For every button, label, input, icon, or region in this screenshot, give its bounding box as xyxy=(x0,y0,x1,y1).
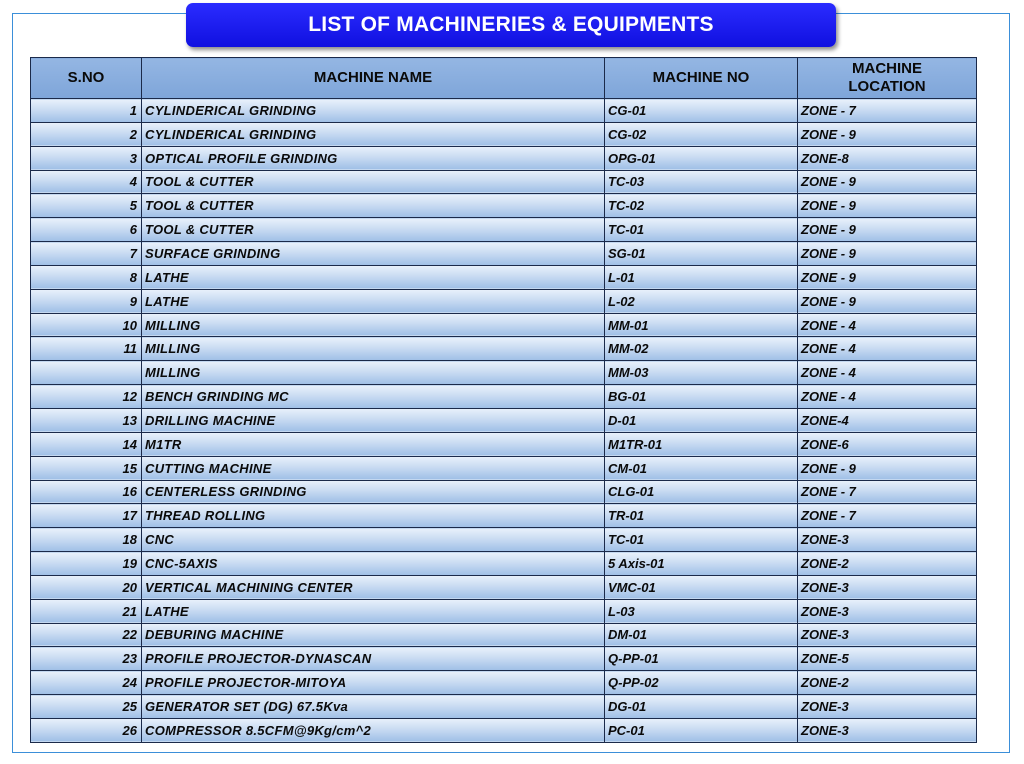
cell-sno: 8 xyxy=(31,265,142,289)
cell-machine-no: CM-01 xyxy=(605,456,798,480)
table-row xyxy=(31,504,977,528)
cell-machine-no: DM-01 xyxy=(605,623,798,647)
cell-machine-location: ZONE-5 xyxy=(798,647,977,671)
cell-sno: 13 xyxy=(31,408,142,432)
cell-machine-name: TOOL & CUTTER xyxy=(142,194,605,218)
cell-machine-name: VERTICAL MACHINING CENTER xyxy=(142,575,605,599)
cell-machine-no: BG-01 xyxy=(605,385,798,409)
table-row xyxy=(31,647,977,671)
header-sno: S.NO xyxy=(31,58,142,99)
cell-machine-location: ZONE - 4 xyxy=(798,361,977,385)
cell-machine-location: ZONE - 4 xyxy=(798,337,977,361)
cell-machine-location: ZONE - 9 xyxy=(798,170,977,194)
cell-machine-name: GENERATOR SET (DG) 67.5Kva xyxy=(142,695,605,719)
table-row xyxy=(31,456,977,480)
cell-machine-location: ZONE - 9 xyxy=(798,218,977,242)
cell-sno: 22 xyxy=(31,623,142,647)
cell-machine-name: MILLING xyxy=(142,337,605,361)
cell-machine-name: THREAD ROLLING xyxy=(142,504,605,528)
cell-sno: 1 xyxy=(31,99,142,123)
cell-sno: 20 xyxy=(31,575,142,599)
cell-sno: 15 xyxy=(31,456,142,480)
cell-machine-no: TC-02 xyxy=(605,194,798,218)
cell-machine-location: ZONE-6 xyxy=(798,432,977,456)
cell-sno: 23 xyxy=(31,647,142,671)
cell-machine-location: ZONE-3 xyxy=(798,599,977,623)
cell-machine-location: ZONE-3 xyxy=(798,718,977,742)
cell-machine-no: M1TR-01 xyxy=(605,432,798,456)
header-machine-no: MACHINE NO xyxy=(605,58,798,99)
cell-machine-name: CENTERLESS GRINDING xyxy=(142,480,605,504)
cell-machine-no: DG-01 xyxy=(605,695,798,719)
cell-machine-location: ZONE-3 xyxy=(798,695,977,719)
cell-sno: 25 xyxy=(31,695,142,719)
table-row xyxy=(31,552,977,576)
machinery-table xyxy=(30,57,977,743)
cell-machine-name: OPTICAL PROFILE GRINDING xyxy=(142,146,605,170)
cell-machine-name: TOOL & CUTTER xyxy=(142,218,605,242)
cell-machine-name: SURFACE GRINDING xyxy=(142,242,605,266)
cell-sno: 14 xyxy=(31,432,142,456)
cell-machine-no: CG-02 xyxy=(605,122,798,146)
cell-machine-name: M1TR xyxy=(142,432,605,456)
table-row xyxy=(31,361,977,385)
cell-machine-no: Q-PP-02 xyxy=(605,671,798,695)
table-row xyxy=(31,408,977,432)
header-machine-location xyxy=(798,58,977,99)
cell-sno: 17 xyxy=(31,504,142,528)
cell-machine-location: ZONE-3 xyxy=(798,623,977,647)
table-row xyxy=(31,218,977,242)
cell-machine-no: 5 Axis-01 xyxy=(605,552,798,576)
header-row xyxy=(31,58,977,99)
cell-machine-location: ZONE-2 xyxy=(798,671,977,695)
table-row xyxy=(31,146,977,170)
cell-machine-name: LATHE xyxy=(142,289,605,313)
cell-machine-name: CUTTING MACHINE xyxy=(142,456,605,480)
cell-machine-no: TR-01 xyxy=(605,504,798,528)
table-row xyxy=(31,99,977,123)
table-row xyxy=(31,695,977,719)
cell-sno: 12 xyxy=(31,385,142,409)
cell-machine-location: ZONE - 7 xyxy=(798,504,977,528)
cell-sno: 24 xyxy=(31,671,142,695)
cell-machine-no: TC-01 xyxy=(605,218,798,242)
cell-sno xyxy=(31,361,142,385)
cell-machine-name: CYLINDERICAL GRINDING xyxy=(142,122,605,146)
table-row xyxy=(31,432,977,456)
cell-machine-location: ZONE-3 xyxy=(798,528,977,552)
table-row xyxy=(31,242,977,266)
cell-sno: 16 xyxy=(31,480,142,504)
cell-machine-name: DRILLING MACHINE xyxy=(142,408,605,432)
cell-sno: 26 xyxy=(31,718,142,742)
cell-machine-location: ZONE - 9 xyxy=(798,194,977,218)
table-row xyxy=(31,480,977,504)
cell-machine-no: Q-PP-01 xyxy=(605,647,798,671)
cell-machine-location: ZONE - 9 xyxy=(798,265,977,289)
cell-machine-name: BENCH GRINDING MC xyxy=(142,385,605,409)
cell-sno: 7 xyxy=(31,242,142,266)
cell-sno: 10 xyxy=(31,313,142,337)
cell-sno: 11 xyxy=(31,337,142,361)
table-row xyxy=(31,170,977,194)
table-row xyxy=(31,289,977,313)
cell-sno: 9 xyxy=(31,289,142,313)
cell-machine-name: CYLINDERICAL GRINDING xyxy=(142,99,605,123)
table-row xyxy=(31,599,977,623)
cell-sno: 18 xyxy=(31,528,142,552)
cell-sno: 21 xyxy=(31,599,142,623)
cell-machine-location: ZONE - 9 xyxy=(798,122,977,146)
page-title-text: LIST OF MACHINERIES & EQUIPMENTS xyxy=(308,13,714,36)
table-row xyxy=(31,623,977,647)
cell-machine-name: MILLING xyxy=(142,361,605,385)
table-row xyxy=(31,313,977,337)
cell-machine-location: ZONE - 7 xyxy=(798,480,977,504)
header-machine-name: MACHINE NAME xyxy=(142,58,605,99)
cell-machine-location: ZONE-2 xyxy=(798,552,977,576)
header-location-line1: MACHINE xyxy=(852,60,922,77)
cell-machine-name: LATHE xyxy=(142,599,605,623)
cell-machine-no: OPG-01 xyxy=(605,146,798,170)
cell-machine-name: DEBURING MACHINE xyxy=(142,623,605,647)
cell-machine-location: ZONE-3 xyxy=(798,575,977,599)
cell-machine-name: COMPRESSOR 8.5CFM@9Kg/cm^2 xyxy=(142,718,605,742)
cell-machine-name: PROFILE PROJECTOR-DYNASCAN xyxy=(142,647,605,671)
cell-machine-location: ZONE - 4 xyxy=(798,313,977,337)
table-row xyxy=(31,528,977,552)
cell-machine-location: ZONE - 9 xyxy=(798,456,977,480)
cell-machine-no: L-03 xyxy=(605,599,798,623)
table-row xyxy=(31,122,977,146)
page-title xyxy=(186,3,836,47)
table-row xyxy=(31,575,977,599)
cell-sno: 3 xyxy=(31,146,142,170)
cell-sno: 19 xyxy=(31,552,142,576)
cell-machine-location: ZONE - 9 xyxy=(798,289,977,313)
header-location-line2: LOCATION xyxy=(848,78,926,95)
cell-machine-no: D-01 xyxy=(605,408,798,432)
cell-machine-name: LATHE xyxy=(142,265,605,289)
cell-machine-no: L-02 xyxy=(605,289,798,313)
cell-sno: 5 xyxy=(31,194,142,218)
cell-sno: 2 xyxy=(31,122,142,146)
cell-machine-no: VMC-01 xyxy=(605,575,798,599)
cell-machine-name: CNC xyxy=(142,528,605,552)
cell-sno: 6 xyxy=(31,218,142,242)
cell-machine-no: MM-03 xyxy=(605,361,798,385)
cell-machine-no: PC-01 xyxy=(605,718,798,742)
cell-machine-location: ZONE-4 xyxy=(798,408,977,432)
cell-machine-name: MILLING xyxy=(142,313,605,337)
cell-machine-no: L-01 xyxy=(605,265,798,289)
table-row xyxy=(31,265,977,289)
cell-sno: 4 xyxy=(31,170,142,194)
cell-machine-no: CLG-01 xyxy=(605,480,798,504)
cell-machine-name: TOOL & CUTTER xyxy=(142,170,605,194)
cell-machine-no: MM-02 xyxy=(605,337,798,361)
cell-machine-no: TC-03 xyxy=(605,170,798,194)
cell-machine-name: PROFILE PROJECTOR-MITOYA xyxy=(142,671,605,695)
cell-machine-no: CG-01 xyxy=(605,99,798,123)
cell-machine-no: MM-01 xyxy=(605,313,798,337)
table-row xyxy=(31,671,977,695)
cell-machine-no: SG-01 xyxy=(605,242,798,266)
table-row xyxy=(31,718,977,742)
cell-machine-location: ZONE - 9 xyxy=(798,242,977,266)
cell-machine-location: ZONE-8 xyxy=(798,146,977,170)
cell-machine-location: ZONE - 7 xyxy=(798,99,977,123)
cell-machine-location: ZONE - 4 xyxy=(798,385,977,409)
cell-machine-name: CNC-5AXIS xyxy=(142,552,605,576)
table-row xyxy=(31,194,977,218)
table-row xyxy=(31,385,977,409)
table-row xyxy=(31,337,977,361)
cell-machine-no: TC-01 xyxy=(605,528,798,552)
